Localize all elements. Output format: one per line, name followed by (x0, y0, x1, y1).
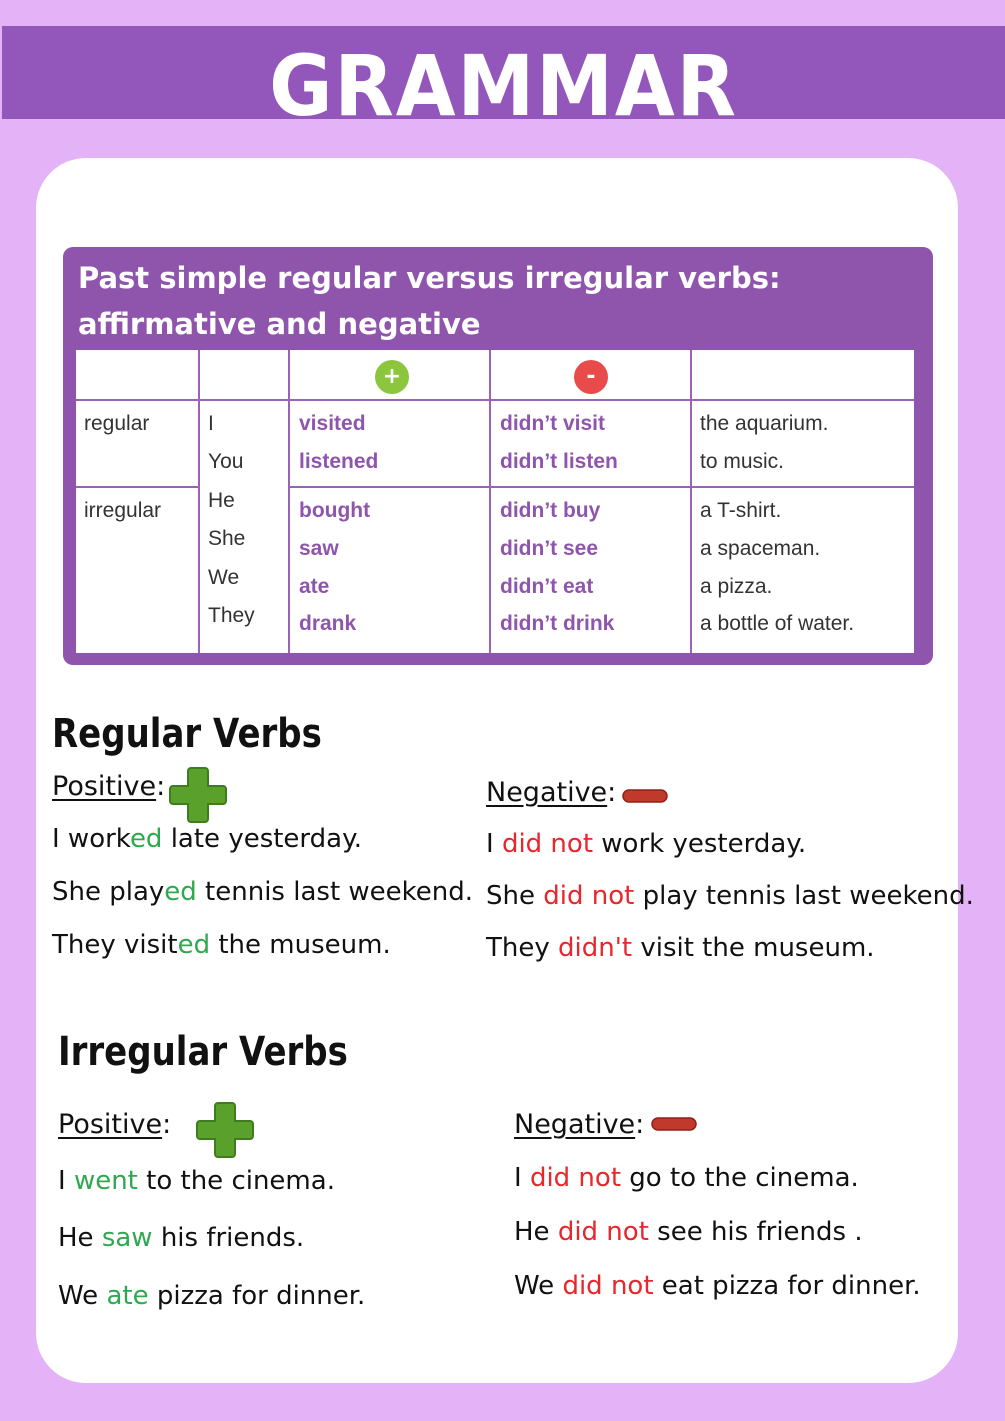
red-minus-icon (622, 788, 668, 804)
green-plus-icon (168, 764, 228, 824)
irregular-negative-verb: didn’t eat (500, 575, 594, 598)
table-divider (76, 399, 914, 401)
minus-badge-icon: - (574, 360, 608, 394)
plus-badge-icon: + (375, 360, 409, 394)
header-bar (2, 26, 1005, 135)
pronoun: She (208, 527, 246, 550)
irregular-negative-label: Negative (514, 1109, 636, 1140)
pronoun: They (208, 604, 255, 627)
regular-positive-label: Positive (52, 771, 157, 802)
regular-negative-verb: didn’t listen (500, 450, 618, 473)
regular-negative-sentence: I did not work yesterday. (486, 829, 807, 859)
label-colon: : (156, 771, 166, 802)
regular-verbs-title: Regular Verbs (52, 711, 322, 757)
regular-positive-verb: visited (299, 412, 366, 435)
pronoun: You (208, 450, 244, 473)
regular-positive-heading (52, 770, 165, 804)
irregular-positive-label: Positive (58, 1109, 163, 1140)
label-colon: : (162, 1109, 172, 1140)
irregular-positive-heading (58, 1108, 171, 1142)
regular-positive-sentence: They visited the museum. (52, 930, 391, 960)
irregular-negative-sentence: I did not go to the cinema. (514, 1163, 859, 1193)
regular-object: to music. (700, 450, 785, 473)
table-heading: Past simple regular versus irregular verbs: affirmative and negative (78, 261, 781, 341)
label-colon: : (607, 777, 617, 808)
grammar-table (76, 350, 914, 653)
pronoun: We (208, 566, 240, 589)
regular-negative-sentence: They didn't visit the museum. (486, 933, 875, 963)
table-divider (690, 350, 692, 653)
irregular-positive-verb: saw (299, 537, 339, 560)
irregular-negative-verb: didn’t drink (500, 612, 615, 635)
regular-negative-sentence: She did not play tennis last weekend. (486, 881, 974, 911)
page-title: GRAMMAR (269, 37, 738, 135)
table-divider (489, 350, 491, 653)
irregular-positive-verb: bought (299, 499, 371, 522)
irregular-positive-verb: drank (299, 612, 357, 635)
regular-negative-heading (486, 776, 616, 810)
irregular-negative-verb: didn’t see (500, 537, 599, 560)
grammar-table-panel (63, 247, 933, 665)
table-divider (198, 350, 200, 653)
irregular-negative-heading (514, 1108, 644, 1142)
regular-label: regular (84, 412, 150, 435)
regular-object: the aquarium. (700, 412, 829, 435)
regular-positive-verb: listened (299, 450, 379, 473)
irregular-positive-sentence: We ate pizza for dinner. (58, 1281, 366, 1311)
irregular-positive-sentence: I went to the cinema. (58, 1166, 335, 1196)
irregular-negative-sentence: He did not see his friends . (514, 1217, 863, 1247)
irregular-object: a bottle of water. (700, 612, 855, 635)
table-divider (288, 350, 290, 653)
regular-positive-sentence: I worked late yesterday. (52, 824, 363, 854)
irregular-object: a pizza. (700, 575, 773, 598)
irregular-verbs-title: Irregular Verbs (58, 1029, 348, 1075)
regular-negative-label: Negative (486, 777, 608, 808)
pronoun: I (208, 412, 214, 435)
green-plus-icon (195, 1099, 255, 1159)
label-colon: : (635, 1109, 645, 1140)
irregular-object: a T-shirt. (700, 499, 782, 522)
irregular-negative-sentence: We did not eat pizza for dinner. (514, 1271, 921, 1301)
regular-positive-sentence: She played tennis last weekend. (52, 877, 474, 907)
irregular-positive-sentence: He saw his friends. (58, 1223, 305, 1253)
table-divider (76, 486, 198, 488)
irregular-object: a spaceman. (700, 537, 821, 560)
red-minus-icon (651, 1116, 697, 1132)
irregular-label: irregular (84, 499, 162, 522)
irregular-negative-verb: didn’t buy (500, 499, 601, 522)
pronoun: He (208, 489, 235, 512)
table-divider (288, 486, 914, 488)
regular-negative-verb: didn’t visit (500, 412, 605, 435)
irregular-positive-verb: ate (299, 575, 330, 598)
